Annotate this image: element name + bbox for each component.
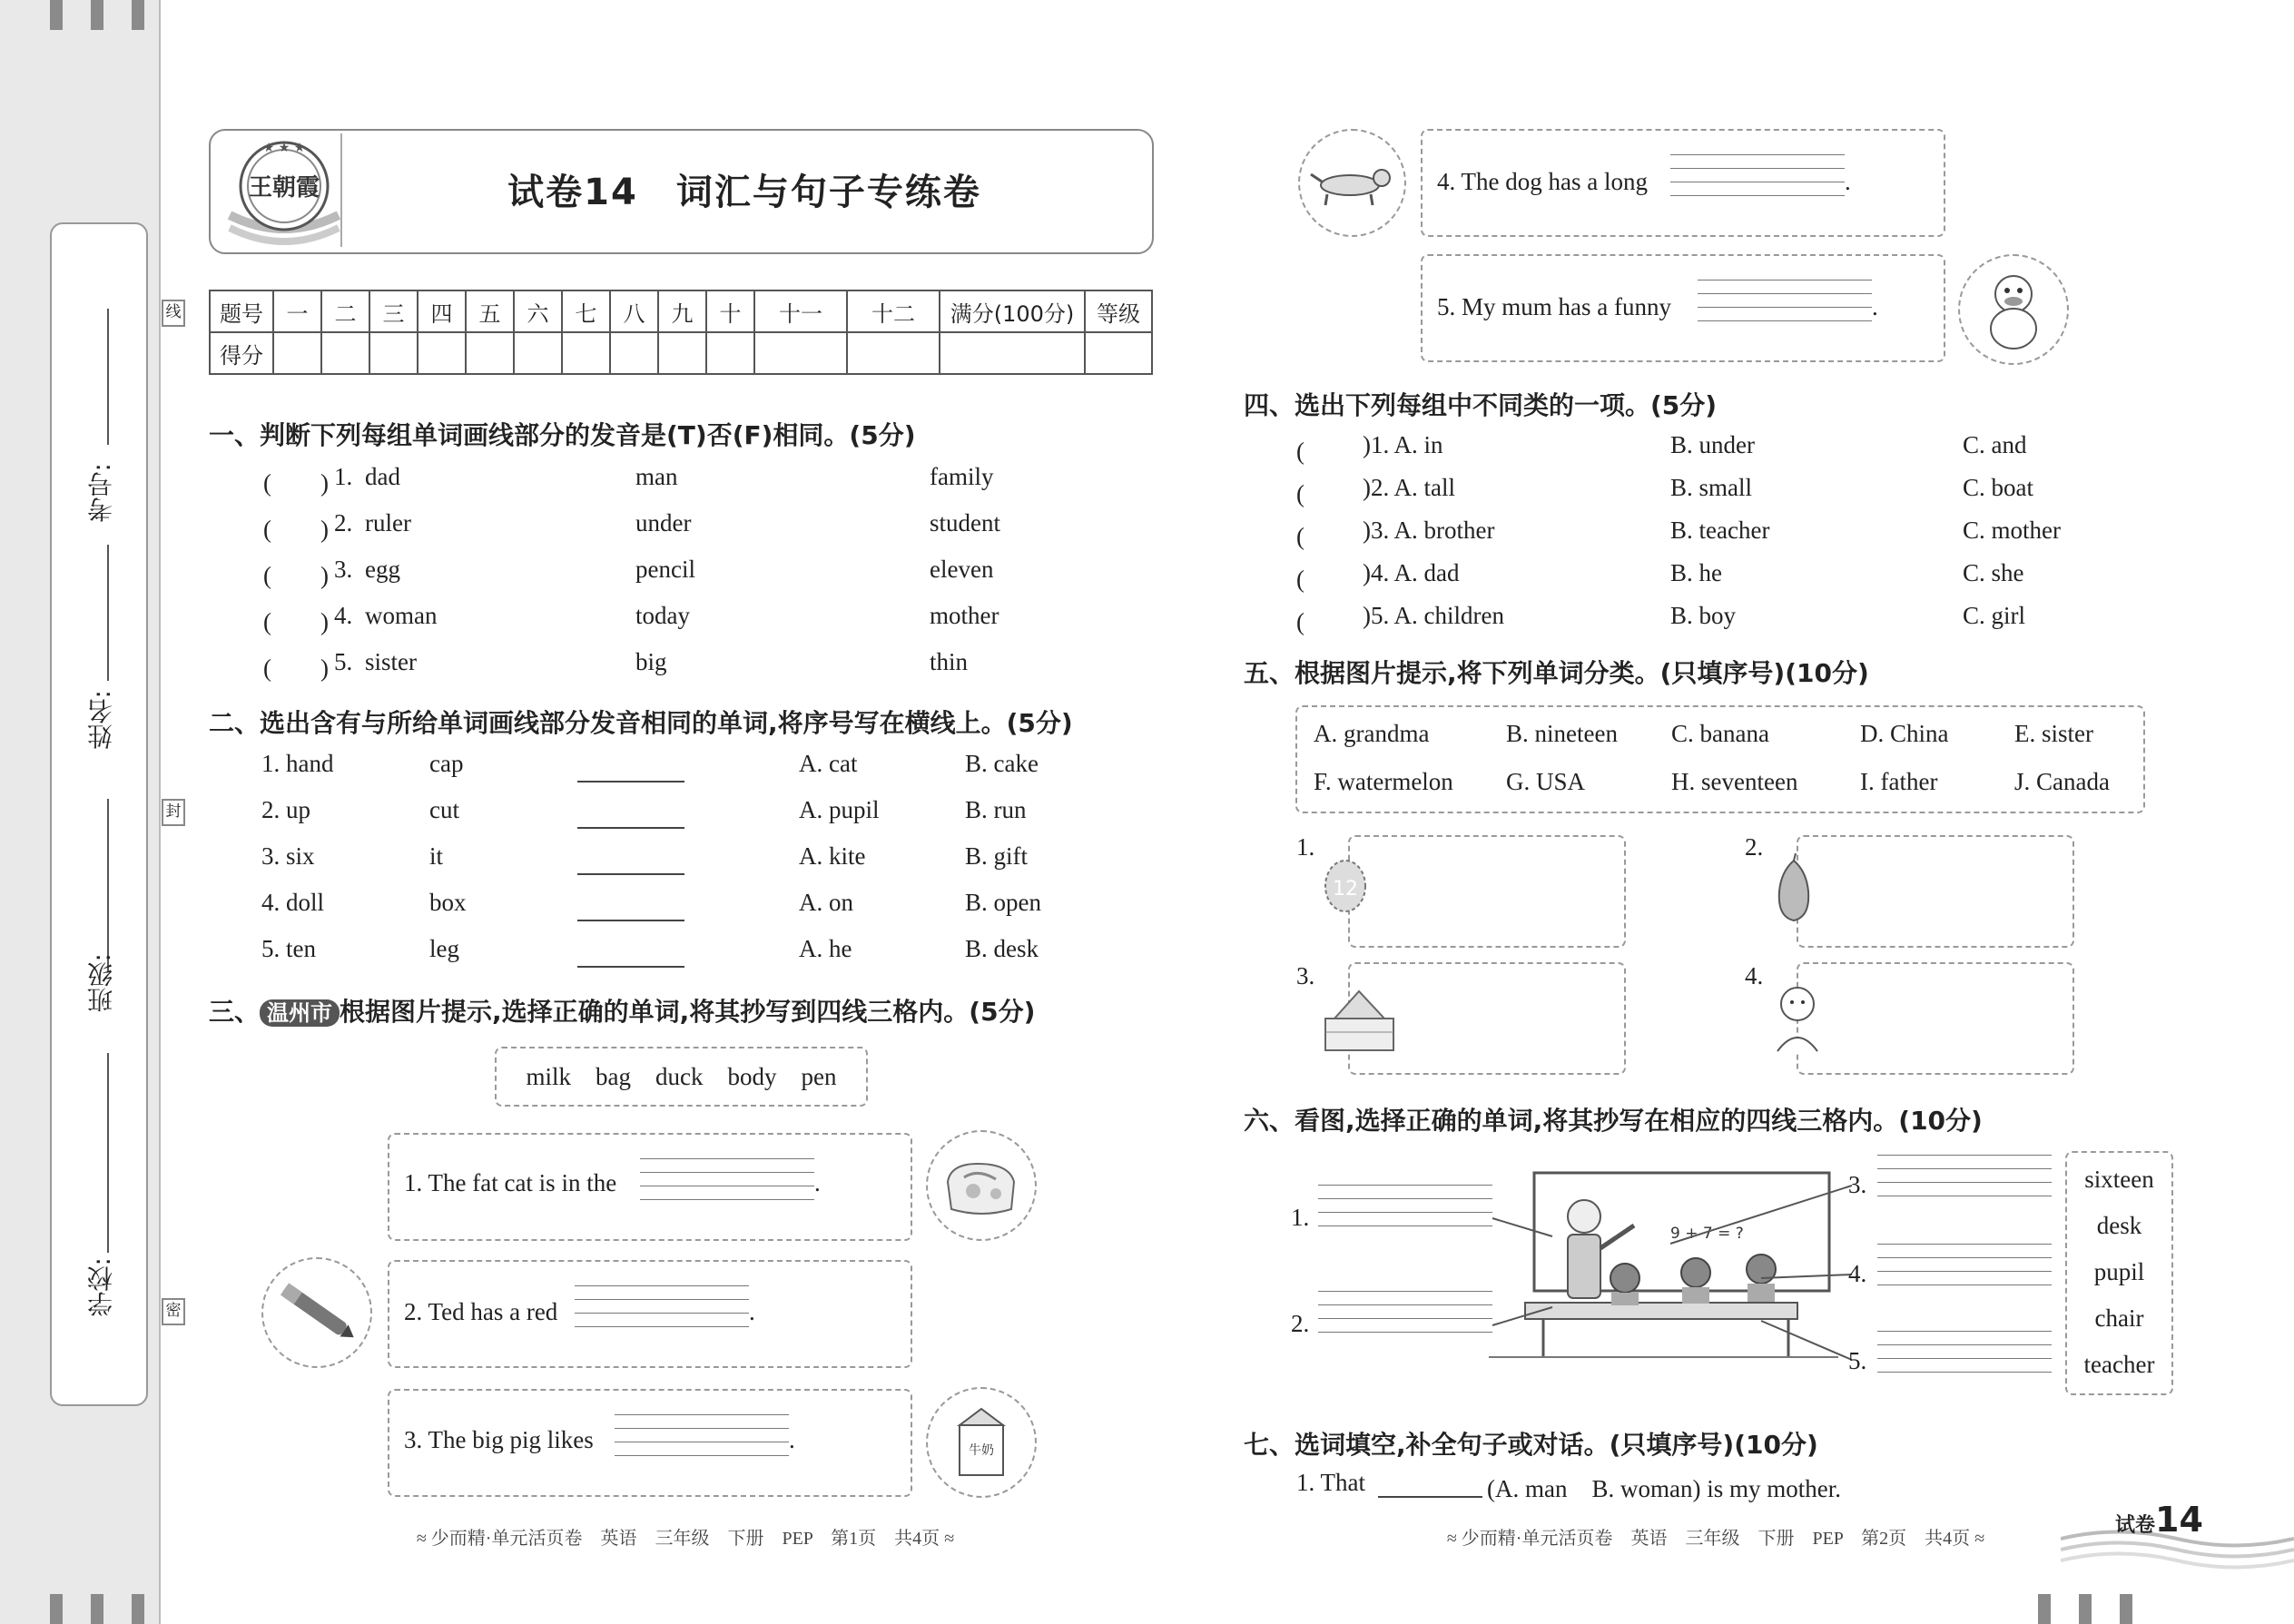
word-bank — [1295, 705, 2145, 813]
answer-box[interactable] — [1797, 835, 2074, 948]
sentence-text: 5. My mum has a funny — [1437, 293, 1671, 320]
option-c: C. and — [1963, 431, 2027, 458]
section-2-list — [261, 750, 1133, 981]
four-line-grid[interactable] — [575, 1285, 749, 1331]
option-a: A. pupil — [799, 796, 880, 823]
option-c: C. boat — [1963, 474, 2033, 501]
table-cell: 四 — [418, 290, 466, 332]
option-a: )3. A. brother — [1363, 517, 1495, 544]
footer-right: ≈ 少而精·单元活页卷 英语 三年级 下册 PEP 第2页 共4页 ≈ — [1446, 1529, 1985, 1549]
answer-bracket[interactable]: ( ) — [263, 469, 329, 497]
table-cell: 十二 — [847, 290, 940, 332]
option-a: A. he — [799, 935, 852, 962]
option-b: B. teacher — [1670, 517, 1770, 544]
option-b: B. desk — [965, 935, 1039, 962]
word-c: thin — [930, 648, 969, 675]
word-bank — [2065, 1151, 2173, 1395]
target-word: cut — [429, 796, 459, 823]
student-info-box — [50, 222, 148, 1406]
score-cell[interactable] — [562, 332, 610, 374]
footer-left: ≈ 少而精·单元活页卷 英语 三年级 下册 PEP 第1页 共4页 ≈ — [416, 1529, 955, 1549]
list-item — [1296, 517, 2095, 559]
period: . — [789, 1426, 795, 1453]
school-label: 学校: — [86, 1257, 116, 1317]
list-item — [261, 842, 1133, 889]
four-line-grid[interactable] — [1670, 154, 1845, 200]
answer-bracket[interactable]: ( — [1296, 523, 1354, 550]
score-cell[interactable] — [1085, 332, 1152, 374]
given-word: 5. ten — [261, 935, 316, 962]
four-line-grid[interactable] — [640, 1158, 814, 1204]
number-picture — [1318, 853, 1373, 917]
footer-text: 少而精·单元活页卷 英语 三年级 下册 PEP 第1页 共4页 — [430, 1529, 940, 1549]
item-number: 2. — [334, 509, 353, 536]
given-word: 1. hand — [261, 750, 334, 777]
answer-blank[interactable] — [577, 827, 684, 829]
table-cell: 八 — [610, 290, 658, 332]
pointer-lines — [1489, 1162, 1879, 1366]
word-option: H. seventeen — [1671, 768, 1798, 795]
score-cell[interactable] — [273, 332, 321, 374]
option-b: B. open — [965, 889, 1041, 916]
word-c: eleven — [930, 556, 994, 583]
class-label: 班级: — [86, 953, 116, 1013]
page-title: 试卷14 词汇与句子专练卷 — [507, 172, 981, 213]
table-cell: 七 — [562, 290, 610, 332]
word-bank: milk bag duck body pen — [495, 1047, 868, 1107]
option-b: B. cake — [965, 750, 1039, 777]
number-label: 考号: — [86, 463, 116, 523]
word-option: desk — [2096, 1212, 2142, 1239]
list-item — [261, 935, 1133, 981]
list-item — [263, 509, 1117, 556]
table-cell: 六 — [514, 290, 562, 332]
four-line-grid[interactable] — [1318, 1185, 1492, 1230]
target-word: box — [429, 889, 467, 916]
word-option: I. father — [1860, 768, 1938, 795]
word-option: A. grandma — [1314, 720, 1430, 747]
item-number: 5. — [334, 648, 353, 675]
word-a: egg — [365, 556, 400, 583]
answer-bracket[interactable]: ( — [1296, 480, 1354, 507]
paper-badge-label — [2115, 1500, 2203, 1540]
score-cell[interactable] — [658, 332, 706, 374]
margin-tick — [91, 1594, 103, 1624]
margin-tick — [2038, 1594, 2051, 1624]
list-item — [263, 463, 1117, 509]
table-cell: 十一 — [754, 290, 847, 332]
given-word: 2. up — [261, 796, 310, 823]
option-a: A. kite — [799, 842, 866, 870]
paper-badge-text: 试卷 — [2115, 1514, 2156, 1537]
table-cell: 得分 — [210, 332, 273, 374]
answer-box[interactable] — [1348, 835, 1626, 948]
option-b: B. he — [1670, 559, 1722, 586]
word-option: B. nineteen — [1506, 720, 1618, 747]
class-field[interactable] — [107, 799, 109, 971]
answer-bracket[interactable]: ( — [1296, 608, 1354, 635]
score-cell[interactable] — [754, 332, 847, 374]
section-6-heading: 六、看图,选择正确的单词,将其抄写在相应的四线三格内。(10分) — [1244, 1106, 1983, 1136]
sentence-text: 4. The dog has a long — [1437, 168, 1648, 195]
sentence-text: 1. The fat cat is in the — [404, 1169, 617, 1196]
score-cell[interactable] — [369, 332, 418, 374]
word-option: J. Canada — [2014, 768, 2110, 795]
publisher-logo — [225, 133, 343, 247]
list-item — [263, 556, 1117, 602]
fruit-picture — [1767, 853, 1821, 926]
item-number: 4. — [334, 602, 353, 629]
given-word: 4. doll — [261, 889, 325, 916]
option-a: A. on — [799, 889, 853, 916]
box-label: 2. — [1745, 833, 1764, 861]
section-4-heading: 四、选出下列每组中不同类的一项。(5分) — [1244, 390, 1718, 420]
section-1-heading: 一、判断下列每组单词画线部分的发音是(T)否(F)相同。(5分) — [209, 420, 916, 450]
score-cell[interactable] — [940, 332, 1085, 374]
four-line-grid[interactable] — [615, 1414, 789, 1460]
word-b: today — [635, 602, 690, 629]
table-row — [210, 332, 1152, 374]
school-field[interactable] — [107, 1053, 109, 1253]
score-cell[interactable] — [706, 332, 754, 374]
answer-bracket[interactable]: ( ) — [263, 655, 329, 682]
option-c: C. she — [1963, 559, 2024, 586]
name-label: 姓名: — [86, 690, 116, 750]
number-pic-text: 12 — [1333, 878, 1358, 901]
margin-tick — [132, 1594, 144, 1624]
four-line-grid[interactable] — [1318, 1291, 1492, 1336]
milk-label: 牛奶 — [969, 1443, 994, 1458]
margin-tick — [2120, 1594, 2132, 1624]
word-option: G. USA — [1506, 768, 1586, 795]
dog-picture — [1298, 129, 1406, 237]
option-b: B. boy — [1670, 602, 1737, 629]
margin-tick — [132, 0, 144, 30]
option-a: )1. A. in — [1363, 431, 1443, 458]
word-option: chair — [2094, 1304, 2144, 1332]
bag-picture — [926, 1130, 1037, 1241]
margin-tick — [91, 0, 103, 30]
seal-char: 密 — [162, 1298, 185, 1325]
answer-blank[interactable] — [577, 781, 684, 782]
score-cell[interactable] — [847, 332, 940, 374]
word-option: sixteen — [2084, 1166, 2154, 1193]
footer-text: 少而精·单元活页卷 英语 三年级 下册 PEP 第2页 共4页 — [1461, 1529, 1971, 1549]
sentence-text: 3. The big pig likes — [404, 1426, 594, 1453]
item-number: 3. — [334, 556, 353, 583]
word-a: ruler — [365, 509, 411, 536]
board-text: 9 + 7 = ? — [1670, 1225, 1744, 1243]
word-c: mother — [930, 602, 999, 629]
word-c: family — [930, 463, 994, 490]
score-cell[interactable] — [514, 332, 562, 374]
score-table — [209, 290, 1153, 375]
option-c: C. girl — [1963, 602, 2026, 629]
table-cell: 一 — [273, 290, 321, 332]
target-word: leg — [429, 935, 459, 962]
option-c: C. mother — [1963, 517, 2061, 544]
name-field[interactable] — [107, 545, 109, 681]
given-word: 3. six — [261, 842, 315, 870]
word-b: man — [635, 463, 678, 490]
option-a: )2. A. tall — [1363, 474, 1455, 501]
option-a: A. cat — [799, 750, 858, 777]
word-option: E. sister — [2014, 720, 2093, 747]
list-item — [261, 796, 1133, 842]
word-a: dad — [365, 463, 400, 490]
table-cell: 九 — [658, 290, 706, 332]
list-item — [261, 889, 1133, 935]
margin-divider — [159, 0, 161, 1624]
answer-blank[interactable] — [577, 966, 684, 968]
option-b: B. small — [1670, 474, 1753, 501]
word-option: pupil — [2093, 1258, 2145, 1285]
score-cell[interactable] — [321, 332, 369, 374]
table-cell: 三 — [369, 290, 418, 332]
score-cell[interactable] — [418, 332, 466, 374]
item-number: 1. — [334, 463, 353, 490]
list-item — [263, 648, 1117, 694]
list-item — [1296, 431, 2095, 474]
margin-tick — [50, 1594, 63, 1624]
answer-blank[interactable] — [1378, 1496, 1482, 1498]
table-row — [210, 290, 1152, 332]
box-label: 3. — [1296, 962, 1315, 989]
section-5-heading: 五、根据图片提示,将下列单词分类。(只填序号)(10分) — [1244, 658, 1869, 688]
word-c: student — [930, 509, 1000, 536]
seal-char: 封 — [162, 799, 185, 826]
section-7-heading: 七、选词填空,补全句子或对话。(只填序号)(10分) — [1244, 1430, 1818, 1460]
word-b: big — [635, 648, 667, 675]
answer-bracket[interactable]: ( — [1296, 438, 1354, 465]
period: . — [749, 1298, 755, 1325]
score-cell[interactable] — [610, 332, 658, 374]
answer-bracket[interactable]: ( ) — [263, 562, 329, 589]
section-3-text: 根据图片提示,选择正确的单词,将其抄写到四线三格内。(5分) — [340, 997, 1036, 1027]
period: . — [1845, 168, 1851, 195]
landmark-picture — [1321, 982, 1398, 1055]
four-line-grid[interactable] — [1877, 1244, 2052, 1289]
target-word: cap — [429, 750, 464, 777]
word-b: under — [635, 509, 692, 536]
paper-badge-number: 14 — [2155, 1500, 2203, 1540]
target-word: it — [429, 842, 444, 870]
banner-divider — [340, 133, 342, 247]
margin-tick — [50, 0, 63, 30]
section-3-heading — [209, 992, 1035, 1029]
option-b: B. gift — [965, 842, 1029, 870]
seal-char: 线 — [162, 300, 185, 327]
section-2-heading: 二、选出含有与所给单词画线部分发音相同的单词,将序号写在横线上。(5分) — [209, 708, 1073, 738]
list-item — [261, 750, 1133, 796]
answer-blank[interactable] — [577, 920, 684, 921]
period: . — [1872, 293, 1878, 320]
blank-label: 4. — [1848, 1260, 1867, 1287]
table-cell: 题号 — [210, 290, 273, 332]
four-line-grid[interactable] — [1877, 1155, 2052, 1200]
answer-bracket[interactable]: ( ) — [263, 608, 329, 635]
svg-text:★ ★ ★: ★ ★ ★ — [262, 141, 306, 155]
option-b: B. run — [965, 796, 1027, 823]
blank-label: 5. — [1848, 1347, 1867, 1374]
margin-tick — [2079, 1594, 2092, 1624]
word-option: F. watermelon — [1314, 768, 1453, 795]
option-a: )5. A. children — [1363, 602, 1504, 629]
table-cell: 五 — [466, 290, 514, 332]
list-item — [263, 602, 1117, 648]
logo-text: 王朝霞 — [248, 174, 320, 202]
word-b: pencil — [635, 556, 695, 583]
sentence-text: 2. Ted has a red — [404, 1298, 558, 1325]
blank-label: 2. — [1291, 1310, 1310, 1337]
milk-picture — [926, 1387, 1037, 1498]
section-1-list — [263, 463, 1117, 694]
duck-picture — [1958, 254, 2069, 365]
option-a: )4. A. dad — [1363, 559, 1460, 586]
four-line-grid[interactable] — [1877, 1331, 2052, 1376]
word-option: teacher — [2083, 1351, 2155, 1378]
s7-item-start: 1. That — [1296, 1469, 1365, 1496]
period: . — [814, 1169, 821, 1196]
table-cell: 十 — [706, 290, 754, 332]
blank-label: 1. — [1291, 1204, 1310, 1231]
list-item — [1296, 559, 2095, 602]
box-label: 4. — [1745, 962, 1764, 989]
word-a: woman — [365, 602, 438, 629]
word-option: D. China — [1860, 720, 1949, 747]
grandpa-picture — [1770, 979, 1825, 1056]
option-b: B. under — [1670, 431, 1755, 458]
answer-bracket[interactable]: ( ) — [263, 516, 329, 543]
list-item — [1296, 474, 2095, 517]
four-line-grid[interactable] — [1698, 280, 1872, 325]
section-3-prefix: 三、 — [209, 997, 261, 1027]
table-cell: 满分(100分) — [940, 290, 1085, 332]
list-item — [1296, 602, 2095, 645]
answer-bracket[interactable]: ( — [1296, 566, 1354, 593]
answer-blank[interactable] — [577, 873, 684, 875]
number-field[interactable] — [107, 309, 109, 445]
pen-picture — [261, 1257, 372, 1368]
box-label: 1. — [1296, 833, 1315, 861]
blank-label: 3. — [1848, 1171, 1867, 1198]
table-cell: 二 — [321, 290, 369, 332]
region-badge: 温州市 — [260, 999, 340, 1027]
score-cell[interactable] — [466, 332, 514, 374]
section-4-list — [1296, 431, 2095, 645]
word-option: C. banana — [1671, 720, 1769, 747]
word-a: sister — [365, 648, 417, 675]
table-cell: 等级 — [1085, 290, 1152, 332]
s7-item-end: (A. man B. woman) is my mother. — [1487, 1475, 1841, 1502]
answer-box[interactable] — [1797, 962, 2074, 1075]
